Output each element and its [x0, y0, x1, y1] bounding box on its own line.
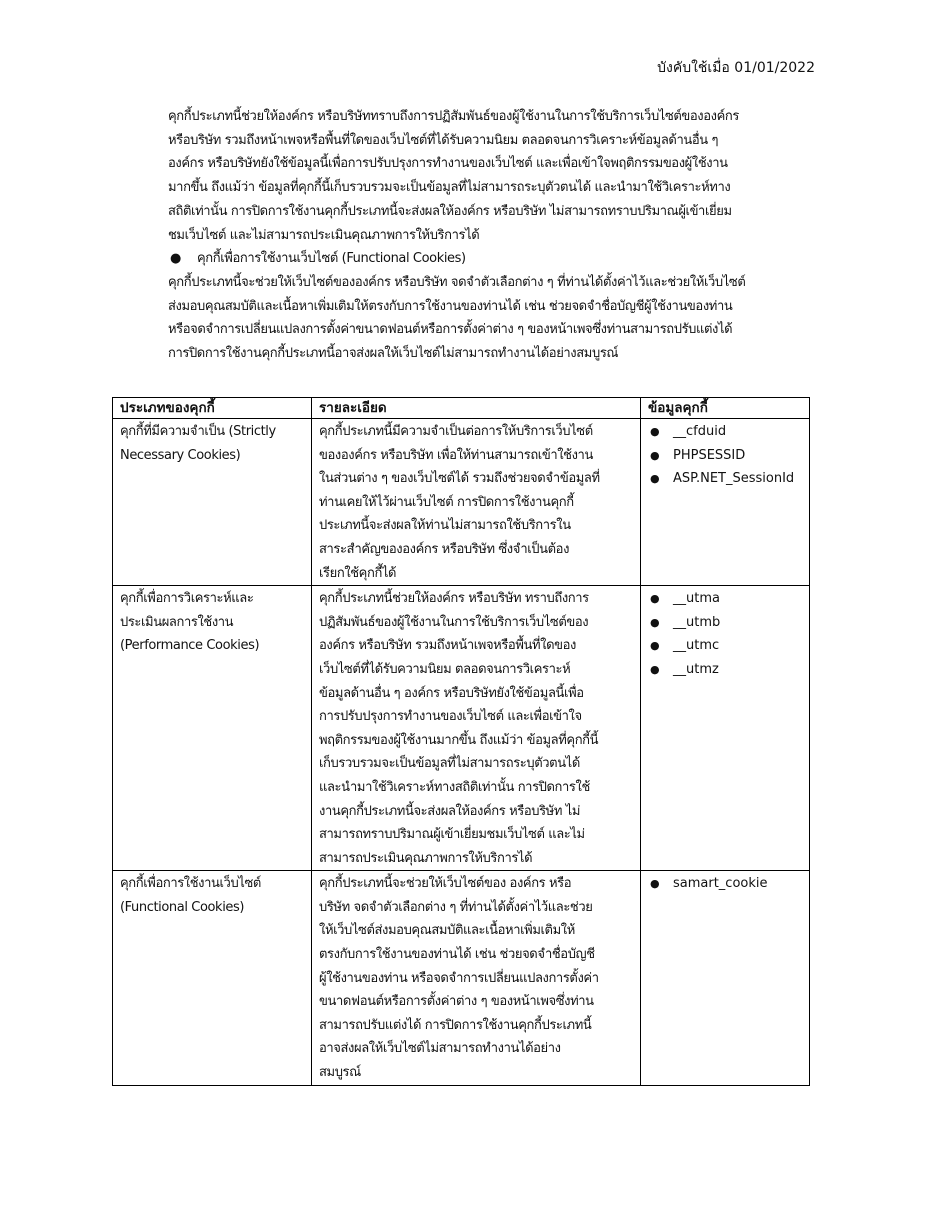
header-cookie-type: ประเภทของคุกกี้: [113, 398, 312, 419]
paragraph-line: ส่งมอบคุณสมบัติและเนื้อหาเพิ่มเติมให้ตรงกับการใช้งานของท่านได้ เช่น ช่วยจดจำชื่อบัญชีผู้ใช้งานของท่าน: [168, 298, 733, 314]
detail-line: อาจส่งผลให้เว็บไซต์ไม่สามารถทำงานได้อย่าง: [319, 1041, 561, 1057]
cookie-list: [648, 587, 802, 681]
cookie-name-item: ● __utmz: [648, 658, 802, 682]
functional-cookies-bullet: [168, 247, 812, 271]
type-line: คุกกี้เพื่อการวิเคราะห์และ: [120, 591, 254, 607]
detail-line: ขนาดฟอนต์หรือการตั้งค่าต่าง ๆ ของหน้าเพจซึ่งท่าน: [319, 994, 594, 1010]
table-header-row: [113, 398, 810, 419]
detail-line: บริษัท จดจำตัวเลือกต่าง ๆ ที่ท่านได้ตั้งค่าไว้และช่วย: [319, 899, 593, 915]
type-line: ประเมินผลการใช้งาน: [120, 614, 234, 630]
intro-section: [168, 105, 812, 366]
cookie-list: [648, 872, 802, 896]
cookie-list: [648, 420, 802, 491]
cookie-type-cell: [113, 586, 312, 871]
bullet-heading: คุกกี้เพื่อการใช้งานเว็บไซต์ (Functional Cookies): [197, 251, 466, 267]
detail-line: สามารถทราบปริมาณผู้เข้าเยี่ยมชมเว็บไซต์ และไม่: [319, 827, 585, 843]
cookie-detail-cell: [312, 586, 641, 871]
detail-line: และนำมาใช้วิเคราะห์ทางสถิติเท่านั้น การปิดการใช้: [319, 779, 590, 795]
cookie-names-cell: [641, 871, 810, 1085]
paragraph-line: คุกกี้ประเภทนี้จะช่วยให้เว็บไซต์ขององค์กร หรือบริษัท จดจำตัวเลือกต่าง ๆ ที่ท่านได้ตั้งค่าไว้และช่วยให้เว็บไซต์: [168, 274, 746, 290]
paragraph-line: การปิดการใช้งานคุกกี้ประเภทนี้อาจส่งผลให้เว็บไซต์ไม่สามารถทำงานได้อย่างสมบูรณ์: [168, 346, 619, 362]
detail-line: ปฏิสัมพันธ์ของผู้ใช้งานในการใช้บริการเว็บไซต์ของ: [319, 614, 589, 630]
cookie-name-item: ● __cfduid: [648, 420, 802, 444]
detail-line: ตรงกับการใช้งานของท่านได้ เช่น ช่วยจดจำชื่อบัญชี: [319, 947, 595, 963]
cookie-name-item: ● ASP.NET_SessionId: [648, 467, 802, 491]
cookie-name-item: ● __utmc: [648, 634, 802, 658]
type-line: คุกกี้เพื่อการใช้งานเว็บไซต์: [120, 876, 261, 892]
paragraph-line: องค์กร หรือบริษัทยังใช้ข้อมูลนี้เพื่อการปรับปรุงการทำงานของเว็บไซต์ และเพื่อเข้าใจพฤติกรรมของผู้ใช้งาน: [168, 156, 728, 172]
effective-date: บังคับใช้เมื่อ 01/01/2022: [657, 60, 815, 76]
cookie-name-item: ● __utmb: [648, 611, 802, 635]
cookie-name-item: ● samart_cookie: [648, 872, 802, 896]
detail-line: พฤติกรรมของผู้ใช้งานมากขึ้น ถึงแม้ว่า ข้อมูลที่คุกกี้นี้: [319, 732, 599, 748]
detail-line: คุกกี้ประเภทนี้จะช่วยให้เว็บไซต์ของ องค์กร หรือ: [319, 876, 572, 892]
type-line: Necessary Cookies): [120, 447, 241, 463]
detail-line: งานคุกกี้ประเภทนี้จะส่งผลให้องค์กร หรือบริษัท ไม่: [319, 803, 581, 819]
paragraph-line: ชมเว็บไซต์ และไม่สามารถประเมินคุณภาพการให้บริการได้: [168, 227, 480, 243]
type-line: (Performance Cookies): [120, 638, 260, 654]
detail-line: การปรับปรุงการทำงานของเว็บไซต์ และเพื่อเข้าใจ: [319, 709, 582, 725]
detail-line: สามารถปรับแต่งได้ การปิดการใช้งานคุกกี้ประเภทนี้: [319, 1017, 592, 1033]
detail-line: สาระสำคัญขององค์กร หรือบริษัท ซึ่งจำเป็นต้อง: [319, 541, 570, 557]
cookie-detail-cell: [312, 871, 641, 1085]
cookie-detail-cell: [312, 419, 641, 586]
cookie-names-cell: [641, 586, 810, 871]
detail-line: สามารถประเมินคุณภาพการให้บริการได้: [319, 850, 533, 866]
detail-line: คุกกี้ประเภทนี้มีความจำเป็นต่อการให้บริการเว็บไซต์: [319, 424, 593, 439]
paragraph-line: สถิติเท่านั้น การปิดการใช้งานคุกกี้ประเภทนี้จะส่งผลให้องค์กร หรือบริษัท ไม่สามารถทราบปริมาณผู้เข้าเยี่ยม: [168, 203, 732, 219]
cookie-name-item: ● __utma: [648, 587, 802, 611]
detail-line: เก็บรวบรวมจะเป็นข้อมูลที่ไม่สามารถระบุตัวตนได้: [319, 756, 580, 772]
type-line: คุกกี้ที่มีความจำเป็น (Strictly: [120, 424, 276, 439]
detail-line: สมบูรณ์: [319, 1065, 361, 1081]
paragraph-line: มากขึ้น ถึงแม้ว่า ข้อมูลที่คุกกี้นี้เก็บรวบรวมจะเป็นข้อมูลที่ไม่สามารถระบุตัวตนได้ และนำมาใช้วิเคราะห์ทาง: [168, 180, 731, 196]
cookie-type-cell: [113, 871, 312, 1085]
detail-line: ขององค์กร หรือบริษัท เพื่อให้ท่านสามารถเข้าใช้งาน: [319, 447, 593, 463]
cookie-name-item: ● PHPSESSID: [648, 444, 802, 468]
bullet-icon: ●: [170, 251, 181, 267]
paragraph-line: หรือจดจำการเปลี่ยนแปลงการตั้งค่าขนาดฟอนต์หรือการตั้งค่าต่าง ๆ ของหน้าเพจซึ่งท่านสามารถปรับแต่งได้: [168, 322, 733, 338]
cookie-type-cell: [113, 419, 312, 586]
cookie-table: [112, 397, 810, 1086]
detail-line: ข้อมูลด้านอื่น ๆ องค์กร หรือบริษัทยังใช้ข้อมูลนี้เพื่อ: [319, 685, 584, 701]
detail-line: เว็บไซต์ที่ได้รับความนิยม ตลอดจนการวิเคราะห์: [319, 661, 571, 677]
detail-line: ในส่วนต่าง ๆ ของเว็บไซต์ได้ รวมถึงช่วยจดจำข้อมูลที่: [319, 471, 600, 487]
cookie-names-cell: [641, 419, 810, 586]
detail-line: องค์กร หรือบริษัท รวมถึงหน้าเพจหรือพื้นที่ใดของ: [319, 638, 576, 654]
paragraph-line: หรือบริษัท รวมถึงหน้าเพจหรือพื้นที่ใดของเว็บไซต์ที่ได้รับความนิยม ตลอดจนการวิเคราะห์ข้อมูลด้านอื่น ๆ: [168, 132, 719, 148]
table-row: [113, 586, 810, 871]
detail-line: คุกกี้ประเภทนี้ช่วยให้องค์กร หรือบริษัท ทราบถึงการ: [319, 591, 589, 607]
paragraph-line: คุกกี้ประเภทนี้ช่วยให้องค์กร หรือบริษัททราบถึงการปฏิสัมพันธ์ของผู้ใช้งานในการใช้บริการเว็บไซต์ขององค์กร: [168, 109, 739, 124]
detail-line: ท่านเคยให้ไว้ผ่านเว็บไซต์ การปิดการใช้งานคุกกี้: [319, 494, 574, 510]
detail-line: ประเภทนี้จะส่งผลให้ท่านไม่สามารถใช้บริการใน: [319, 518, 571, 534]
table-row: [113, 419, 810, 586]
header-detail: รายละเอียด: [312, 398, 641, 419]
detail-line: ผู้ใช้งานของท่าน หรือจดจำการเปลี่ยนแปลงการตั้งค่า: [319, 970, 599, 986]
type-line: (Functional Cookies): [120, 899, 245, 915]
table-row: [113, 871, 810, 1085]
detail-line: เรียกใช้คุกกี้ได้: [319, 565, 397, 581]
detail-line: ให้เว็บไซต์ส่งมอบคุณสมบัติและเนื้อหาเพิ่มเติมให้: [319, 923, 575, 939]
header-cookie-info: ข้อมูลคุกกี้: [641, 398, 810, 419]
